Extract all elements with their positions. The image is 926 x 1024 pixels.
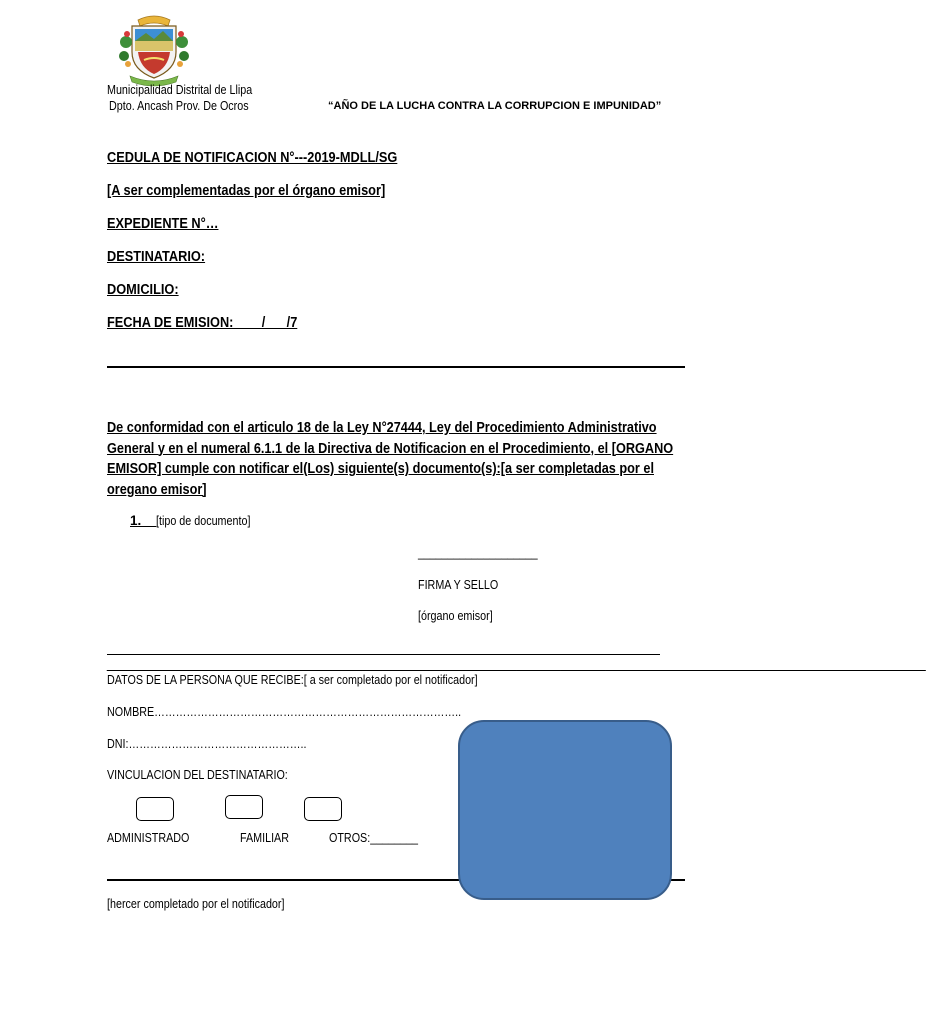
cedula-title: CEDULA DE NOTIFICACION N°---2019-MDLL/SG	[107, 150, 398, 166]
option-otros: OTROS:________	[329, 831, 419, 845]
issuer-note: [A ser complementadas por el órgano emisor]	[107, 183, 386, 199]
recipient-dni-field: DNI:…………………………………………..	[107, 737, 307, 751]
familiar-checkbox	[225, 795, 263, 819]
section-separator: ____________________________________________________________________________________________	[107, 655, 926, 672]
signature-label: FIRMA Y SELLO	[418, 578, 499, 592]
option-administrado: ADMINISTRADO	[107, 831, 190, 845]
institution-name: Municipalidad Distrital de Llipa	[107, 83, 253, 97]
section-divider	[107, 366, 685, 368]
stamp-placeholder-box	[458, 720, 672, 900]
institution-location: Dpto. Ancash Prov. De Ocros	[109, 99, 249, 113]
signature-organ: [órgano emisor]	[418, 609, 493, 623]
domicilio-label: DOMICILIO:	[107, 282, 179, 298]
expediente-label: EXPEDIENTE N°…	[107, 216, 219, 232]
year-motto: “AÑO DE LA LUCHA CONTRA LA CORRUPCION E IMPUNIDAD”	[328, 100, 662, 112]
document-item-number: 1.__	[130, 513, 157, 528]
legal-paragraph: De conformidad con el articulo 18 de la Ley N°27444, Ley del Procedimiento Administrativo General y en el numeral 6.1.1 de la Directiva de Notificacion en el Procedimiento, el [ORGANO EMISOR] cumple con notificar el(Los) siguiente(s) documento(s):[a ser completadas por el oregano emisor]	[107, 420, 674, 498]
vinculacion-label: VINCULACION DEL DESTINATARIO:	[107, 768, 288, 782]
recipient-name-field: NOMBRE…………………………………………………………………………..	[107, 705, 462, 719]
destinatario-label: DESTINATARIO:	[107, 249, 206, 265]
option-familiar: FAMILIAR	[240, 831, 289, 845]
otros-checkbox	[304, 797, 342, 821]
document-type-placeholder: [tipo de documento]	[156, 514, 251, 528]
municipal-coat-of-arms-logo	[118, 12, 190, 86]
signature-line: ____________________	[418, 546, 538, 560]
fecha-emision-label: FECHA DE EMISION:____/___/7	[107, 315, 298, 331]
administrado-checkbox	[136, 797, 174, 821]
footer-note: [hercer completado por el notificador]	[107, 897, 285, 911]
recipient-section-header: DATOS DE LA PERSONA QUE RECIBE:[ a ser completado por el notificador]	[107, 673, 478, 687]
